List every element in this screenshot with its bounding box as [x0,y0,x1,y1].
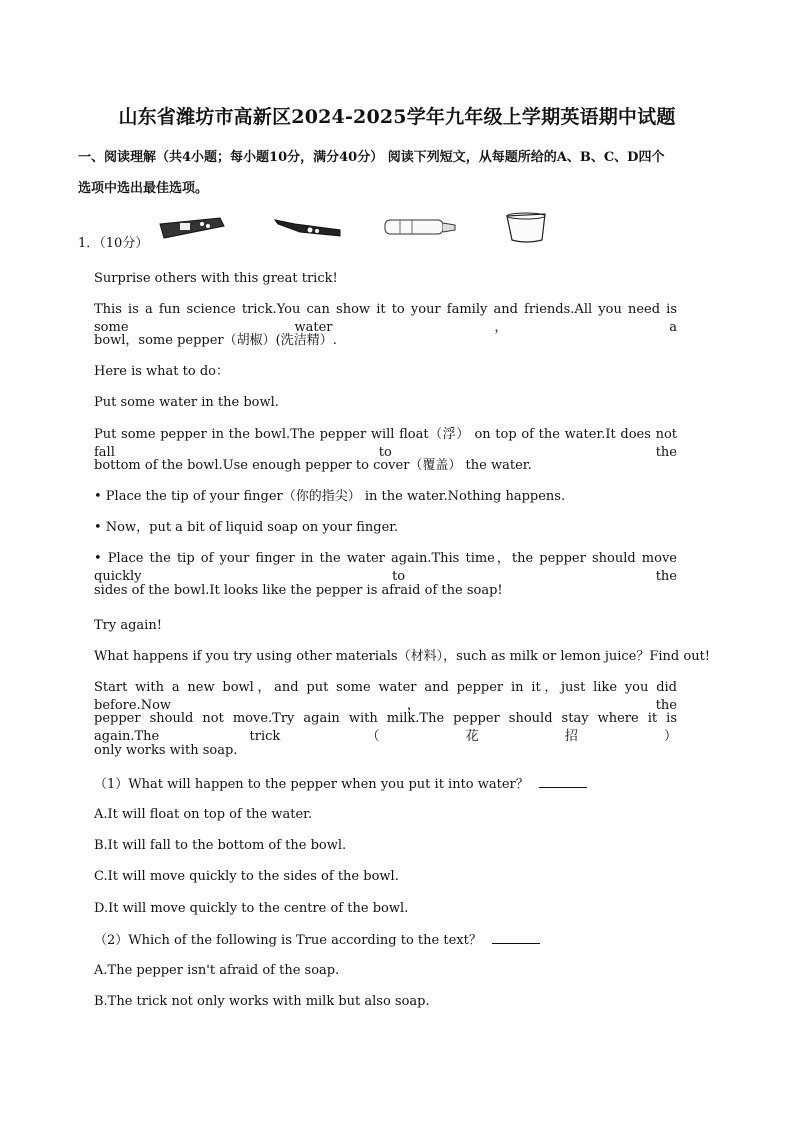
option-b: B.The trick not only works with milk but also soap. [94,994,430,1009]
pepper-shaker-icon [275,220,340,236]
passage-line: Try again! [94,618,162,633]
option-a: A.The pepper isn't afraid of the soap. [94,963,340,978]
passage-line: • Now，put a bit of liquid soap on your finger. [94,520,399,535]
passage-line: bottom of the bowl.Use enough pepper to cover（覆盖） the water. [94,458,532,473]
page-title: 山东省潍坊市高新区2024-2025学年九年级上学期英语期中试题 [118,106,676,128]
sub-question-stem: （1）What will happen to the pepper when you put it into water？ [94,777,529,792]
sub-question-1 [94,775,677,794]
sub-question-2 [94,931,677,950]
section-heading [78,142,723,204]
soap-bottle-icon [385,220,455,234]
passage-line: bowl，some pepper（胡椒）(洗洁精）. [94,333,337,348]
answer-blank[interactable] [539,775,587,788]
option-c: C.It will move quickly to the sides of the bowl. [94,869,399,884]
passage-line: This is a fun science trick.You can show it to your family and friends.All you need is some water，a [94,302,677,335]
passage-line: pepper should not move.Try again with milk.The pepper should stay where it is again.The trick（花招） [94,711,677,744]
option-d: D.It will move quickly to the centre of the bowl. [94,901,409,916]
passage-line: only works with soap. [94,743,238,758]
passage-line: What happens if you try using other materials（材料），such as milk or lemon juice？Find out! [94,649,711,664]
passage-line: Put some pepper in the bowl.The pepper will float（浮） on top of the water.It does not fall to the [94,427,677,460]
passage-line: • Place the tip of your finger（你的指尖） in the water.Nothing happens. [94,489,566,504]
pepper-packet-icon [160,218,224,238]
section-heading-line1: 一、阅读理解（共4小题；每小题10分，满分40分） 阅读下列短文，从每题所给的A、B、C、D四个 [78,150,665,165]
passage-line: Start with a new bowl，and put some water and pepper in it，just like you did before.Now，the [94,680,677,713]
passage-line: Surprise others with this great trick! [94,271,338,286]
passage-line: Here is what to do： [94,364,229,379]
option-b: B.It will fall to the bottom of the bowl. [94,838,347,853]
question-number: 1．（10分） [78,236,149,251]
passage-line: sides of the bowl.It looks like the pepper is afraid of the soap! [94,583,503,598]
section-heading-line2: 选项中选出最佳选项。 [78,181,209,196]
answer-blank[interactable] [492,931,540,944]
question-pictures [150,210,570,250]
sub-question-stem: （2）Which of the following is True according to the text？ [94,933,482,948]
passage-line: • Place the tip of your finger in the water again.This time，the pepper should move quickly to the [94,551,677,584]
passage-line: Put some water in the bowl. [94,395,279,410]
bowl-icon [507,213,545,242]
option-a: A.It will float on top of the water. [94,807,313,822]
